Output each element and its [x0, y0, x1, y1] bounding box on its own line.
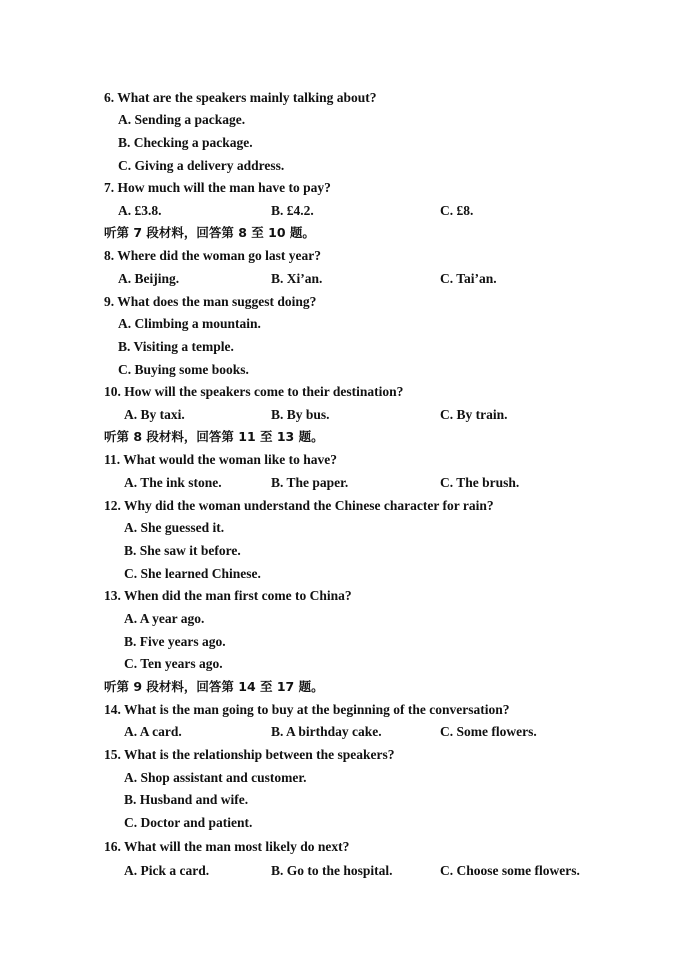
option-b: B. The paper.: [271, 475, 349, 490]
option-c: C. Tai’an.: [440, 271, 497, 286]
question: 16. What will the man most likely do next?: [104, 839, 350, 854]
question: 14. What is the man going to buy at the beginning of the conversation?: [104, 702, 510, 717]
option-c: C. By train.: [440, 407, 508, 422]
option: B. Checking a package.: [118, 135, 253, 150]
option: B. Visiting a temple.: [118, 339, 234, 354]
option: B. Five years ago.: [124, 634, 226, 649]
option-c: C. Some flowers.: [440, 724, 537, 739]
question: 8. Where did the woman go last year?: [104, 248, 321, 263]
option-c: C. Choose some flowers.: [440, 863, 580, 878]
question: 13. When did the man first come to China?: [104, 588, 352, 603]
option: A. Shop assistant and customer.: [124, 770, 307, 785]
option-b: B. Xi’an.: [271, 271, 323, 286]
option: A. A year ago.: [124, 611, 205, 626]
option: C. Buying some books.: [118, 362, 249, 377]
option-a: A. Beijing.: [118, 271, 180, 286]
option-a: A. The ink stone.: [124, 475, 222, 490]
option: C. Ten years ago.: [124, 656, 223, 671]
question: 6. What are the speakers mainly talking about?: [104, 90, 377, 105]
option-b: B. £4.2.: [271, 203, 314, 218]
option-a: A. Pick a card.: [124, 863, 210, 878]
option-b: B. Go to the hospital.: [271, 863, 393, 878]
question: 10. How will the speakers come to their destination?: [104, 384, 404, 399]
section-instruction: 听第 7 段材料，回答第 8 至 10 题。: [104, 225, 315, 240]
option: C. She learned Chinese.: [124, 566, 261, 581]
question: 15. What is the relationship between the speakers?: [104, 747, 395, 762]
option: A. Climbing a mountain.: [118, 316, 261, 331]
option: C. Giving a delivery address.: [118, 158, 285, 173]
option: A. Sending a package.: [118, 112, 246, 127]
option-b: B. By bus.: [271, 407, 330, 422]
option: B. She saw it before.: [124, 543, 241, 558]
question: 9. What does the man suggest doing?: [104, 294, 317, 309]
option-a: A. A card.: [124, 724, 182, 739]
option-c: C. £8.: [440, 203, 474, 218]
option-c: C. The brush.: [440, 475, 520, 490]
section-instruction: 听第 9 段材料，回答第 14 至 17 题。: [104, 679, 324, 694]
option: C. Doctor and patient.: [124, 815, 253, 830]
section-instruction: 听第 8 段材料，回答第 11 至 13 题。: [104, 429, 324, 444]
option: B. Husband and wife.: [124, 792, 249, 807]
question: 12. Why did the woman understand the Chinese character for rain?: [104, 498, 494, 513]
option-b: B. A birthday cake.: [271, 724, 382, 739]
option-a: A. By taxi.: [124, 407, 185, 422]
question: 7. How much will the man have to pay?: [104, 180, 331, 195]
option: A. She guessed it.: [124, 520, 225, 535]
option-a: A. £3.8.: [118, 203, 162, 218]
question: 11. What would the woman like to have?: [104, 452, 338, 467]
